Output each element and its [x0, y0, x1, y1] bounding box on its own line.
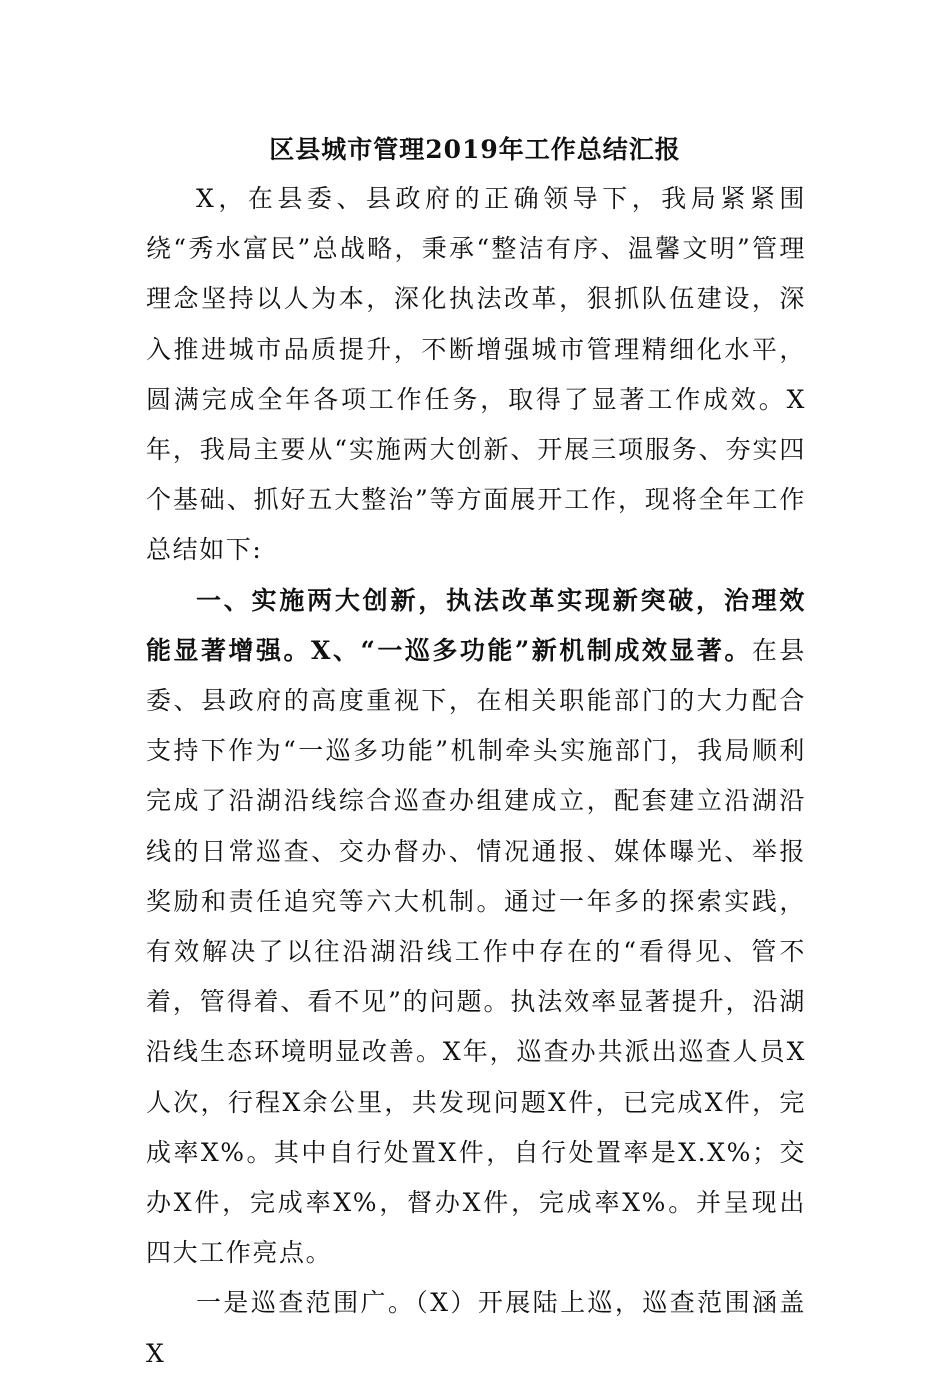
- paragraph-section-one: [146, 576, 806, 1279]
- document-body: [146, 174, 806, 1379]
- paragraph-intro: [146, 174, 806, 576]
- section-one-heading: 一、实施两大创新，执法改革实现新突破，治理效能显著增强。X、“一巡多功能”新机制成效显著。: [146, 585, 806, 665]
- document-title: 区县城市管理2019年工作总结汇报: [269, 135, 681, 164]
- section-one-text: 在县委、县政府的高度重视下，在相关职能部门的大力配合支持下作为“一巡多功能”机制牵头实施部门，我局顺利完成了沿湖沿线综合巡查办组建成立，配套建立沿湖沿线的日常巡查、交办督办、情况通报、媒体曝光、举报奖励和责任追究等六大机制。通过一年多的探索实践，有效解决了以往沿湖沿线工作中存在的“看得见、管不着，管得着、看不见”的问题。执法效率显著提升，沿湖沿线生态环境明显改善。X年，巡查办共派出巡查人员X人次，行程X余公里，共发现问题X件，已完成X件，完成率X%。其中自行处置X件，自行处置率是X.X%；交办X件，完成率X%，督办X件，完成率X%。并呈现出四大工作亮点。: [146, 635, 807, 1268]
- highlight-one-text: 一是巡查范围广。（X）开展陆上巡，巡查范围涵盖X: [146, 1288, 806, 1368]
- paragraph-highlight-one: [146, 1278, 806, 1378]
- paragraph-intro-text: X，在县委、县政府的正确领导下，我局紧紧围绕“秀水富民”总战略，秉承“整洁有序、温馨文明”管理理念坚持以人为本，深化执法改革，狠抓队伍建设，深入推进城市品质提升，不断增强城市管理精细化水平，圆满完成全年各项工作任务，取得了显著工作成效。X年，我局主要从“实施两大创新、开展三项服务、夯实四个基础、抓好五大整治”等方面展开工作，现将全年工作总结如下:: [146, 184, 806, 565]
